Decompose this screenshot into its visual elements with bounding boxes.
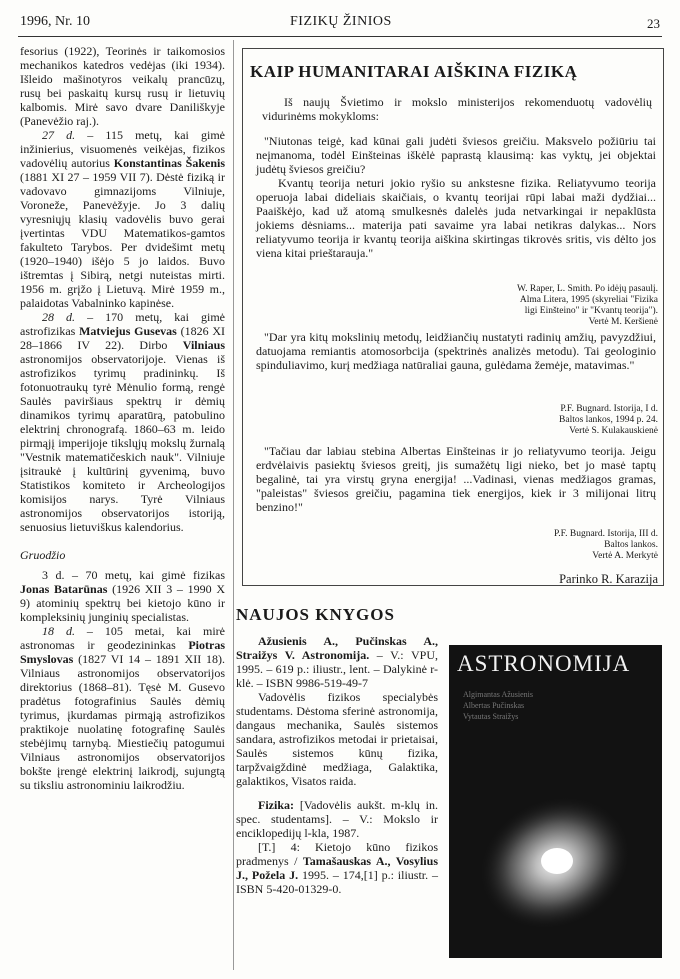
book-cover-image [449,645,662,958]
header-rule [18,36,662,37]
column-rule [233,40,234,970]
quote-3: "Tačiau dar labiau stebina Albertas Einšteinas ir jo reliatyvumo teorija. Jeigu erdvėlaivis pasiektų šviesos greitį, jis sumažėtų ligi nieko, bet jo masė taptų begalinė, tai yra virstų gryna energija! ...Vadinasi, vienas medžiagos gramas, "paleistas" šviesos greičiu, pagamina tiek energijos, kiek ir 3 milijonai litrų benzino!" [256,444,656,514]
paragraph: 28 d. – 170 metų, kai gimė astrofizikas Matviejus Gusevas (1826 XI 28–1866 IV 22). Dirbo Vilniaus astronomijos observatorijoje. Vienas iš astrofizikos tyrimų pradininkų. Iš fotonuotraukų tyrė Mėnulio formą, rengė Saulės paviršiaus spektrų ir dėmių dinamikos tyrimų aparatūrą, patobulino elektrinį chronografą. 1860–63 m. leido pirmąjį imperijoje tikslųjų mokslų žurnalą "Vestnik matematičeskich nauk". Vilniuje įsitraukė į kultūrinį gyvenimą, buvo Statistikos komiteto ir Archeologijos komisijos narys. Tyrė Vilniaus astronomijos observatorijos istoriją, senuosius lietuviškus kalendorius. [20,310,225,534]
book-entry: [T.] 4: Kietojo kūno fizikos pradmenys / Tamašauskas A., Vosylius J., Požela J. 1995. – 174,[1] p.: iliustr. – ISBN 5-420-01329-0. [236,840,438,896]
feature-intro: Iš naujų Švietimo ir mokslo ministerijos rekomenduotų vadovėlių vidurinėms mokykloms: [262,95,652,123]
book-entry: Ažusienis A., Pučinskas A., Straižys V. Astronomija. – V.: VPU, 1995. – 619 p.: iliustr., lent. – Dalykinė r-klė. – ISBN 9986-519-49-7 [236,634,439,690]
books-column [236,634,438,896]
section-heading: Gruodžio [20,548,66,562]
page-number: 23 [647,16,660,31]
quote-2: "Dar yra kitų mokslinių metodų, leidžiančių nustatyti radinių amžių, pavyzdžiui, datuojama remiantis atomosorbcija (spektrinės analizės metodu). Tai geologinio spinduliavimo, kurį medžiaga natūraliai gauna, gulėdama žemėje, matavimas." [256,330,656,372]
quote-2-source: P.F. Bugnard. Istorija, I d. Baltos lankos, 1994 p. 24. Vertė S. Kulakauskienė [559,404,658,436]
compiler-signature: Parinko R. Karazija [559,572,658,586]
quote-1: "Niutonas teigė, kad kūnai gali judėti šviesos greičiu. Maksvelo požiūriu tai neįmanoma, todėl Einšteinas iškėlė paprastą klausimą: kas vyktų, jei objektai judėtų šviesos greičiu? Kvantų teorija neturi jokio ryšio su ankstesne fizika. Reliatyvumo teorija operuoja labai dideliais skaičiais, o kvantų teorijai rūpi labai maži dydžiai... Paaiškėjo, kad už atomą smulkesnės dalelės juda netvarkingai ir nepaklūsta jokiems dėsniams... materija pati savaime yra labai netikras dalykas... Nors reliatyvumo teorija ir kvantų teorija aiškina skirtingas tikrovės sritis, vis dėlto jos viena kitai prieštarauja." [256,134,656,260]
paragraph: 18 d. – 105 metai, kai mirė astronomas ir geodezininkas Piotras Smyslovas (1827 VI 14 – 1891 XII 18). Vilniaus astronomijos observatorijos direktorius (1868–81). Tęsė M. Gusevo pradėtus fotografinius Saulės dėmių tyrimus, įkurdamas pirmąją astrofizikos praktikoje nuolatinę fotografinę Saulės stebėjimų tarnybą. Miestiečių patogumui Vilniaus astronomijos observatorijos bokšte įrengė elektrinį laikrodį, sujungtą su tiksliu astronominiu laikrodžiu. [20,624,225,792]
running-header [0,10,680,36]
books-title: NAUJOS KNYGOS [236,605,395,624]
paragraph: fesorius (1922), Teorinės ir taikomosios mechanikos katedros vedėjas (iki 1934). Išleido mašinotyros veikalų prancūzų, rusų bei paskaitų kursų rusų ir lietuvių kalbomis. Mirė savo dvare Daniliškyje (Panevėžio raj.). [20,44,225,128]
quote-1-source: W. Raper, L. Smith. Po idėjų pasaulį. Alma Litera, 1995 (skyreliai "Fizika ligi Einšteino" ir "Kvantų teorija"). Vertė M. Keršienė [517,284,658,327]
book-description: Vadovėlis fizikos specialybės studentams. Dėstoma sferinė astronomija, dangaus mechanika, Saulės sistemos sandara, astrofizikos metodai ir prietaisai, Saulės sistemos kūnų fizika, tarpžvaigždinė medžiaga, Galaktika, galaktikos, Visatos raida. [236,690,438,788]
issue-label: 1996, Nr. 10 [20,14,90,29]
book-entry: Fizika: [Vadovėlis aukšt. m-klų in. spec. studentams]. – V.: Mokslo ir enciklopedijų l-kla, 1987. [236,798,438,840]
quote-3-source: P.F. Bugnard. Istorija, III d. Baltos lankos. Vertė A. Merkytė [554,529,658,561]
paragraph: 3 d. – 70 metų, kai gimė fizikas Jonas Batarūnas (1926 XII 3 – 1990 X 9) atominių spektrų bei kietojo kūno ir kompleksinių junginių specialistas. [20,568,225,624]
journal-title: FIZIKŲ ŽINIOS [290,14,392,29]
cover-authors: Algimantas Ažusienis Albertas Pučinskas Vytautas Straižys [463,690,533,721]
paragraph: 27 d. – 115 metų, kai gimė inžinierius, visuomenės veikėjas, fizikos vadovėlių autorius Konstantinas Šakenis (1881 XI 27 – 1959 VII 7). Dėstė fiziką ir vadovavo gimnazijoms Vilniuje, Voronežе, Panevėžyje. Jo 3 dalių vyresniųjų klasių vadovėlis buvo gerai įvertintas VDU Matematikos-gamtos fakulteto Tarybos. Per dvidešimt metų (1920–1940) išėjo 5 jo laidos. Buvo ištremtas į Sibirą, netgi nuteistas mirti. 1956 m. grįžo į Lietuvą. Mirė 1959 m., palaidotas Vabalninko kapinėse. [20,128,226,310]
cover-title: ASTRONOMIJA [457,651,631,676]
feature-title: KAIP HUMANITARAI AIŠKINA FIZIKĄ [250,62,578,81]
left-column [20,44,225,792]
